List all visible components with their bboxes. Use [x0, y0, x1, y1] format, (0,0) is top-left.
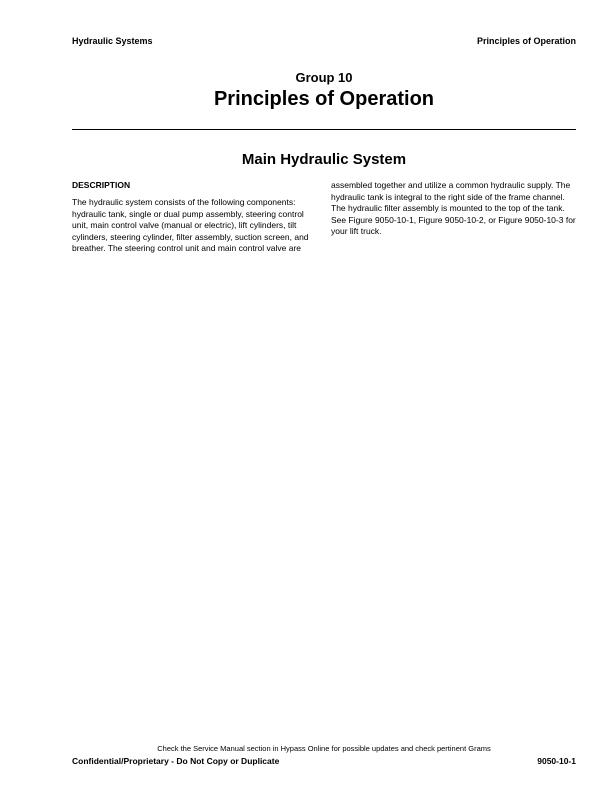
confidentiality-notice: Confidential/Proprietary - Do Not Copy or Duplicate	[72, 756, 280, 766]
footer-note: Check the Service Manual section in Hypass Online for possible updates and check pertinent Grams	[157, 744, 491, 753]
description-heading: DESCRIPTION	[72, 180, 131, 190]
title-divider	[72, 129, 576, 130]
group-label: Group 10	[295, 70, 353, 85]
running-header-right: Principles of Operation	[476, 36, 576, 46]
description-paragraph-left: The hydraulic system consists of the following components: hydraulic tank, single or dual pump assembly, steering control unit, main control valve (manual or electric), lift cylinders, tilt cylinders, steering cylinder, filter assembly, suction screen, and breather. The steering control unit and main control valve are	[72, 197, 309, 254]
left-column	[72, 180, 322, 255]
description-paragraph-right: assembled together and utilize a common hydraulic supply. The hydraulic tank is integral to the right side of the frame channel. The hydraulic filter assembly is mounted to the top of the tank. See Figure 9050-10-1, Figure 9050-10-2, or Figure 9050-10-3 for your lift truck.	[331, 180, 576, 237]
running-header-left: Hydraulic Systems	[72, 36, 153, 46]
page-number: 9050-10-1	[537, 756, 576, 766]
section-title: Main Hydraulic System	[241, 151, 407, 168]
right-column	[331, 180, 579, 238]
group-title: Principles of Operation	[213, 88, 435, 110]
